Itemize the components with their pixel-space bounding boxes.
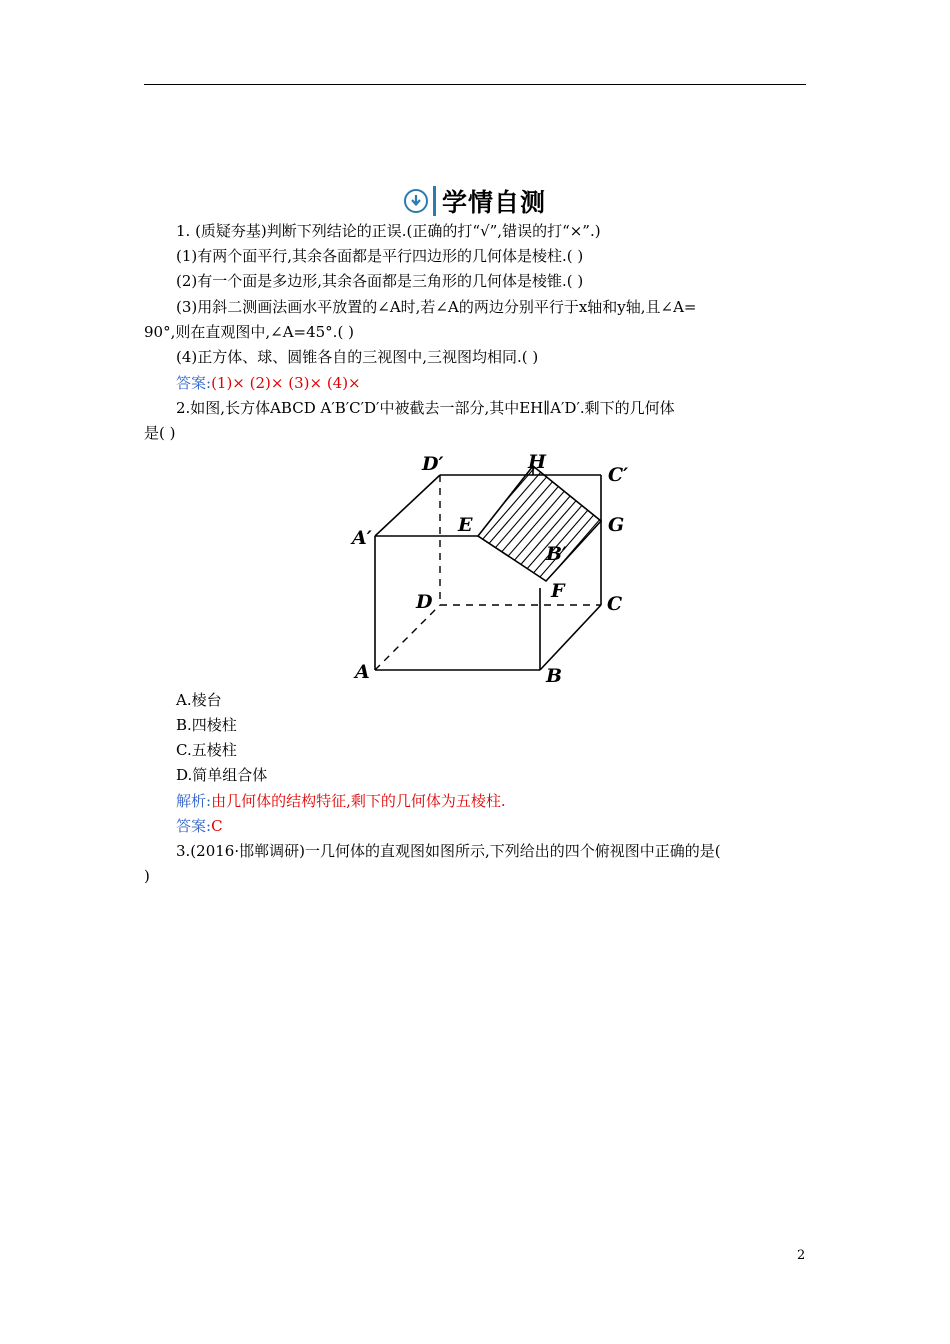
q3-stem-line1: 3.(2016·邯郸调研)一几何体的直观图如图所示,下列给出的四个俯视图中正确的是( bbox=[176, 842, 721, 860]
label-F: F bbox=[551, 580, 565, 602]
q2-analysis-label: 解析: bbox=[176, 792, 212, 810]
q1-item-3-cont: 90°,则在直观图中,∠A=45°.( ) bbox=[144, 323, 354, 341]
title-divider bbox=[433, 186, 436, 216]
q3-stem-line2: ) bbox=[144, 867, 150, 885]
label-H: H bbox=[528, 451, 546, 473]
q2-option-a: A.棱台 bbox=[176, 691, 222, 709]
label-A1: A′ bbox=[352, 527, 372, 549]
q1-answer-label: 答案: bbox=[176, 374, 212, 392]
label-C1: C′ bbox=[608, 464, 629, 486]
label-G: G bbox=[608, 514, 625, 536]
cuboid-figure bbox=[350, 450, 640, 688]
q1-item-2: (2)有一个面是多边形,其余各面都是三角形的几何体是棱锥.( ) bbox=[176, 272, 584, 290]
q2-answer-label: 答案: bbox=[176, 817, 212, 835]
q2-answer-text: C bbox=[211, 817, 223, 835]
label-C: C bbox=[607, 593, 623, 615]
q2-stem-line2: 是( ) bbox=[144, 424, 176, 442]
section-title-text: 学情自测 bbox=[442, 188, 547, 217]
label-A: A bbox=[355, 661, 370, 683]
label-D: D bbox=[416, 591, 433, 613]
q2-option-d: D.简单组合体 bbox=[176, 766, 268, 784]
q2-analysis bbox=[176, 790, 506, 812]
q1-item-3: (3)用斜二测画法画水平放置的∠A时,若∠A的两边分别平行于x轴和y轴,且∠A= bbox=[176, 298, 697, 316]
label-E: E bbox=[458, 514, 473, 536]
label-D1: D′ bbox=[422, 453, 444, 475]
q2-option-c: C.五棱柱 bbox=[176, 741, 237, 759]
download-circle-icon bbox=[404, 189, 428, 213]
section-title bbox=[404, 184, 546, 218]
label-B: B bbox=[546, 665, 563, 687]
q1-answer bbox=[176, 372, 361, 394]
q2-analysis-text: 由几何体的结构特征,剩下的几何体为五棱柱. bbox=[211, 792, 506, 810]
q1-answer-text: (1)× (2)× (3)× (4)× bbox=[211, 374, 361, 392]
q2-answer bbox=[176, 815, 223, 837]
q1-item-1: (1)有两个面平行,其余各面都是平行四边形的几何体是棱柱.( ) bbox=[176, 247, 584, 265]
q2-option-b: B.四棱柱 bbox=[176, 716, 237, 734]
label-B1: B′ bbox=[546, 543, 568, 565]
q1-number: 1 bbox=[176, 222, 186, 240]
header-rule bbox=[144, 84, 806, 85]
q2-stem-line1: 2.如图,长方体ABCD A′B′C′D′中被截去一部分,其中EH∥A′D′.剩下的几何体 bbox=[176, 399, 675, 417]
page-number: 2 bbox=[797, 1248, 806, 1263]
q1-stem bbox=[176, 220, 601, 242]
q1-item-4: (4)正方体、球、圆锥各自的三视图中,三视图均相同.( ) bbox=[176, 348, 539, 366]
q1-stem-text: . (质疑夯基)判断下列结论的正误.(正确的打“√”,错误的打“×”.) bbox=[185, 222, 601, 240]
